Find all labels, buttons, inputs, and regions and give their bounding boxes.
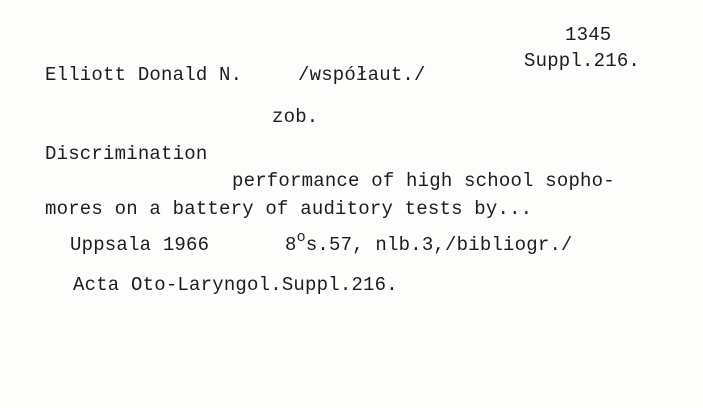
imprint-place-year: Uppsala 1966 — [70, 234, 210, 256]
see-reference: zob. — [272, 106, 319, 128]
author-role: /współaut./ — [298, 64, 426, 86]
format-superscript: o — [296, 229, 306, 246]
title-line-1: performance of high school sopho- — [232, 170, 615, 192]
format-number: 8 — [285, 234, 297, 256]
series-statement: Acta Oto-Laryngol.Suppl.216. — [73, 274, 398, 296]
call-number: 1345 — [565, 24, 612, 46]
format-details: s.57, nlb.3,/bibliogr./ — [305, 234, 573, 256]
supplement-reference: Suppl.216. — [524, 50, 641, 72]
author-name: Elliott Donald N. — [45, 64, 243, 86]
title-line-2: mores on a battery of auditory tests by... — [45, 198, 533, 220]
subject-heading: Discrimination — [45, 143, 208, 165]
physical-description — [285, 229, 573, 256]
